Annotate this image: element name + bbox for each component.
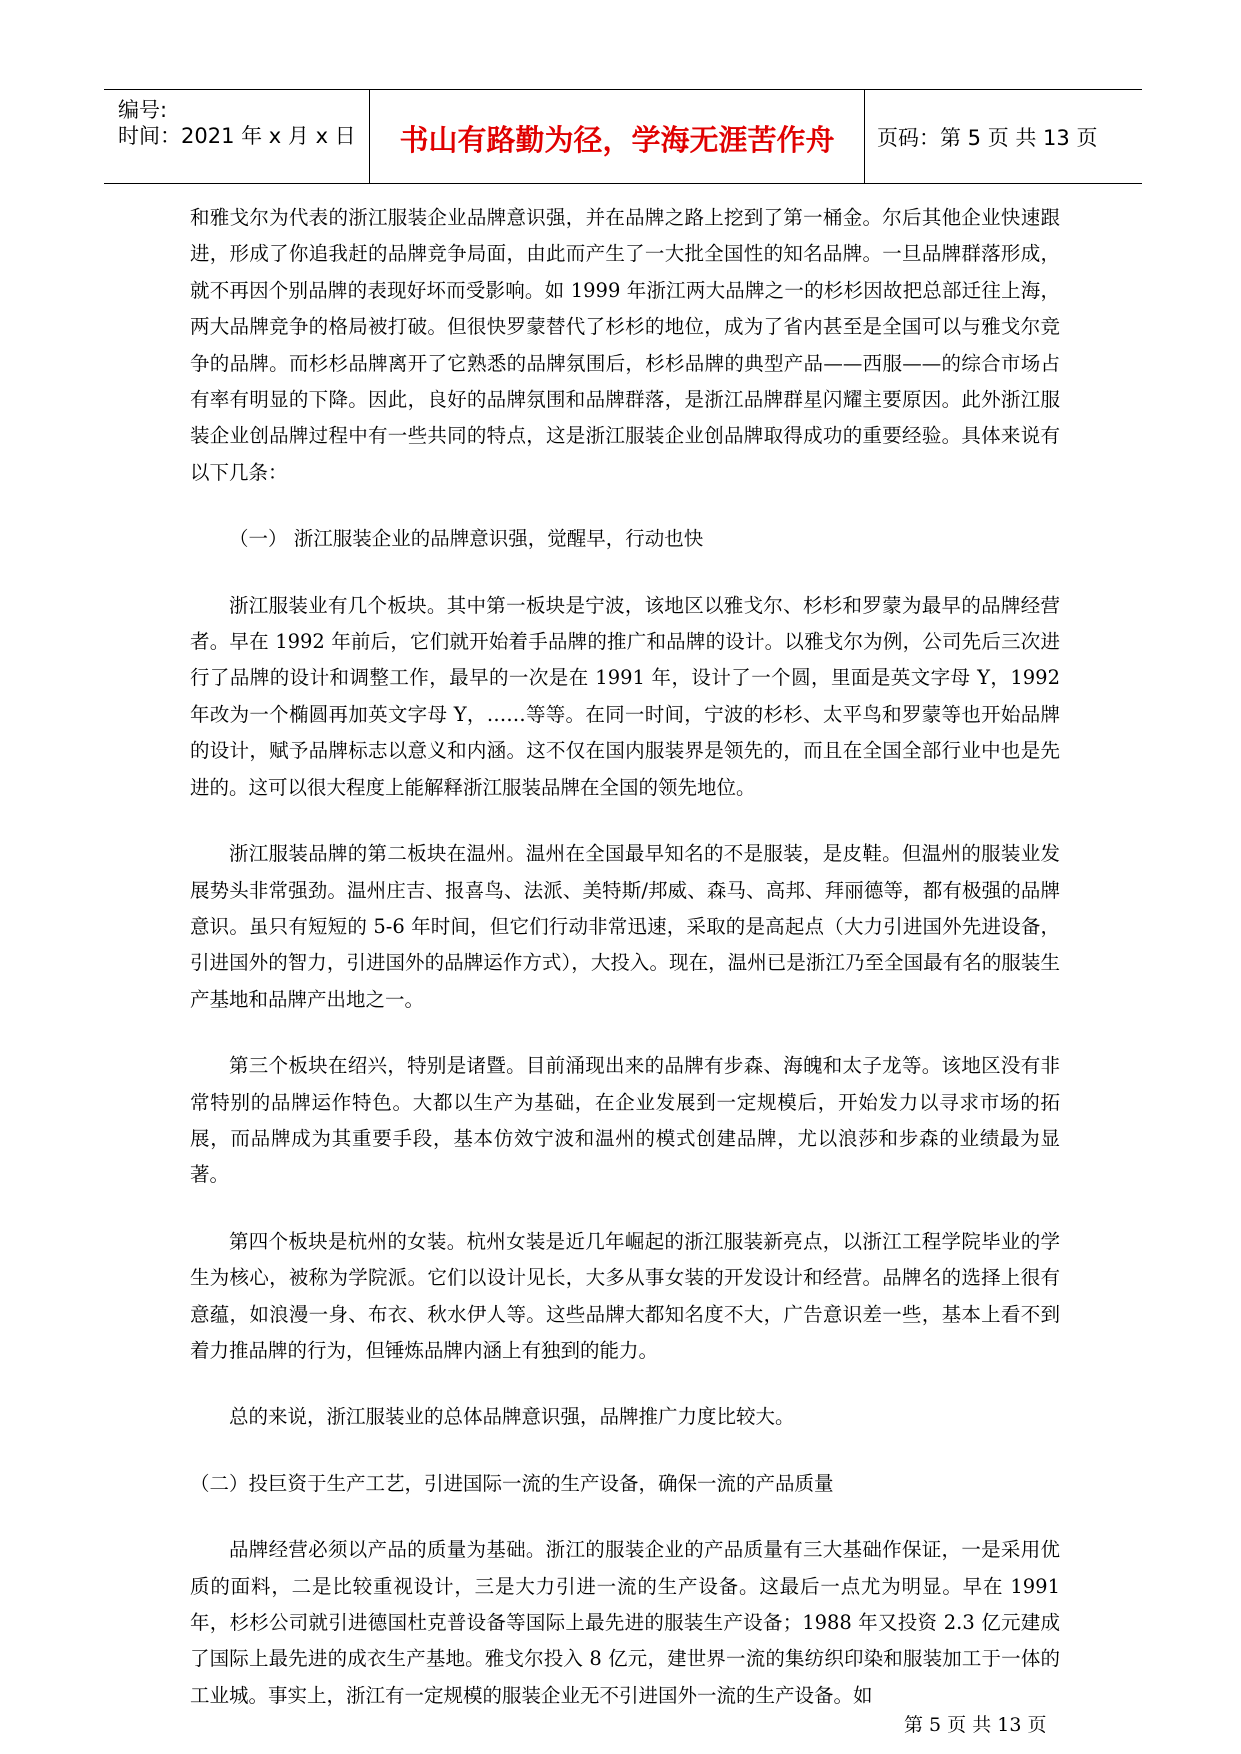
paragraph-1: 和雅戈尔为代表的浙江服装企业品牌意识强，并在品牌之路上挖到了第一桶金。尔后其他企业快速跟进，形成了你追我赶的品牌竞争局面，由此而产生了一大批全国性的知名品牌。一旦品牌群落形成，就不再因个别品牌的表现好坏而受影响。如 1999 年浙江两大品牌之一的杉杉因故把总部迁往上海，两大品牌竞争的格局被打破。但很快罗蒙替代了杉杉的地位，成为了省内甚至是全国可以与雅戈尔竞争的品牌。而杉杉品牌离开了它熟悉的品牌氛围后，杉杉品牌的典型产品——西服——的综合市场占有率有明显的下降。因此，良好的品牌氛围和品牌群落，是浙江品牌群星闪耀主要原因。此外浙江服装企业创品牌过程中有一些共同的特点，这是浙江服装企业创品牌取得成功的重要经验。具体来说有以下几条： xyxy=(190,206,1060,484)
paragraph-5: 第四个板块是杭州的女装。杭州女装是近几年崛起的浙江服装新亮点，以浙江工程学院毕业的学生为核心，被称为学院派。它们以设计见长，大多从事女装的开发设计和经营。品牌名的选择上很有意蕴，如浪漫一身、布衣、秋水伊人等。这些品牌大都知名度不大，广告意识差一些，基本上看不到着力推品牌的行为，但锤炼品牌内涵上有独到的能力。 xyxy=(190,1229,1060,1362)
document-time-label: 时间：2021 年 x 月 x 日 xyxy=(118,124,356,148)
page-header xyxy=(104,89,1142,184)
page-footer: 第 5 页 共 13 页 xyxy=(904,1714,1047,1736)
paragraph-2: 浙江服装业有几个板块。其中第一板块是宁波，该地区以雅戈尔、杉杉和罗蒙为最早的品牌经营者。早在 1992 年前后，它们就开始着手品牌的推广和品牌的设计。以雅戈尔为例，公司先后三次进行了品牌的设计和调整工作，最早的一次是在 1991 年，设计了一个圆，里面是英文字母 Y，1992 年改为一个椭圆再加英文字母 Y，……等等。在同一时间，宁波的杉杉、太平鸟和罗蒙等也开始品牌的设计，赋予品牌标志以意义和内涵。这不仅在国内服装界是领先的，而且在全国全部行业中也是先进的。这可以很大程度上能解释浙江服装品牌在全国的领先地位。 xyxy=(190,593,1060,799)
section-heading-2: （二）投巨资于生产工艺，引进国际一流的生产设备，确保一流的产品质量 xyxy=(190,1471,834,1495)
document-body xyxy=(190,200,1060,1714)
paragraph-7: 品牌经营必须以产品的质量为基础。浙江的服装企业的产品质量有三大基础作保证，一是采用优质的面料，二是比较重视设计，三是大力引进一流的生产设备。这最后一点尤为明显。早在 1991 年，杉杉公司就引进德国杜克普设备等国际上最先进的服装生产设备；1988 年又投资 2.3 亿元建成了国际上最先进的成衣生产基地。雅戈尔投入 8 亿元，建世界一流的集纺织印染和服装加工于一体的工业城。事实上，浙江有一定规模的服装企业无不引进国外一流的生产设备。如 xyxy=(190,1538,1060,1707)
paragraph-4: 第三个板块在绍兴，特别是诸暨。目前涌现出来的品牌有步森、海魄和太子龙等。该地区没有非常特别的品牌运作特色。大都以生产为基础，在企业发展到一定规模后，开始发力以寻求市场的拓展，而品牌成为其重要手段，基本仿效宁波和温州的模式创建品牌，尤以浪莎和步森的业绩最为显著。 xyxy=(190,1054,1060,1187)
header-page-cell xyxy=(865,90,1142,183)
paragraph-3: 浙江服装品牌的第二板块在温州。温州在全国最早知名的不是服装，是皮鞋。但温州的服装业发展势头非常强劲。温州庄吉、报喜鸟、法派、美特斯/邦威、森马、高邦、拜丽德等，都有极强的品牌意识。虽只有短短的 5-6 年时间，但它们行动非常迅速，采取的是高起点（大力引进国外先进设备，引进国外的智力，引进国外的品牌运作方式），大投入。现在，温州已是浙江乃至全国最有名的服装生产基地和品牌产出地之一。 xyxy=(190,842,1060,1011)
document-number-label: 编号: xyxy=(118,98,168,122)
header-page-number: 页码：第 5 页 共 13 页 xyxy=(877,126,1098,150)
paragraph-6: 总的来说，浙江服装业的总体品牌意识强，品牌推广力度比较大。 xyxy=(229,1405,795,1429)
motto-text: 书山有路勤为径，学海无涯苦作舟 xyxy=(399,123,835,157)
section-heading-1: （一） 浙江服装企业的品牌意识强，觉醒早，行动也快 xyxy=(229,527,704,551)
header-motto-cell xyxy=(370,90,865,183)
header-info-cell xyxy=(104,90,370,183)
